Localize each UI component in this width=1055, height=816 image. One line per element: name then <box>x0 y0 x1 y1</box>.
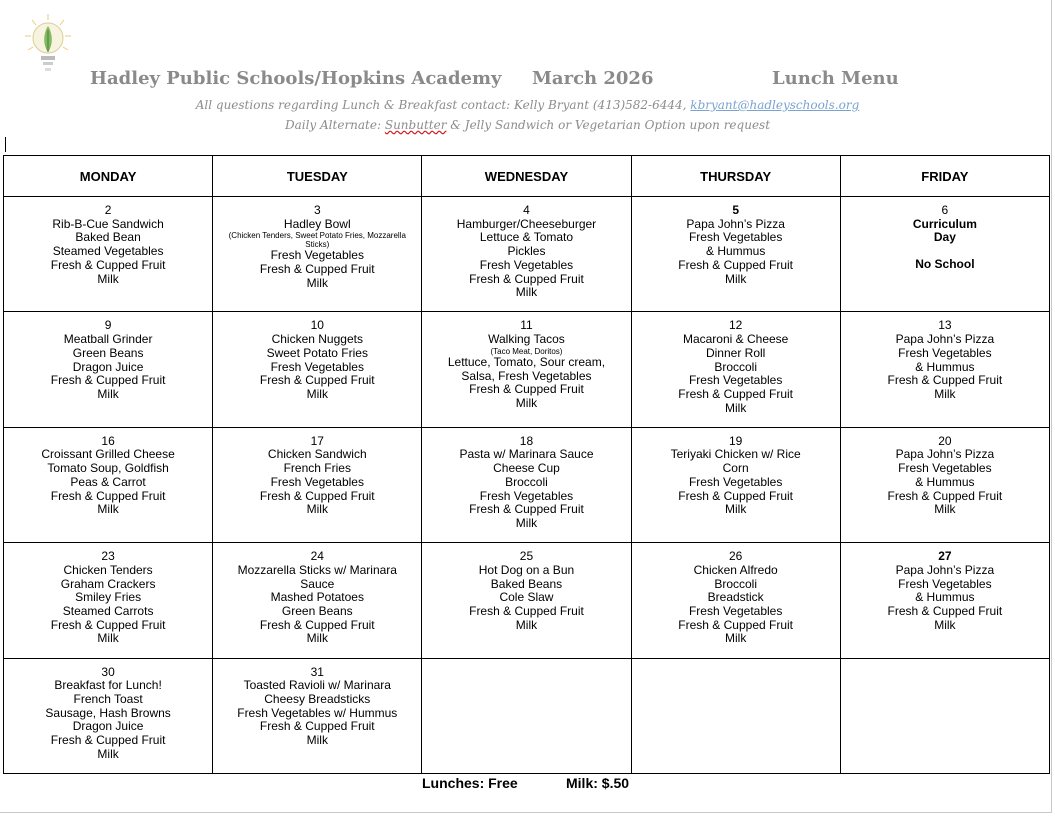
menu-item: Broccoli <box>714 576 757 591</box>
menu-item: Fresh & Cupped Fruit <box>50 733 166 748</box>
menu-item: Milk <box>515 285 538 300</box>
day-cell <box>4 312 213 427</box>
menu-item: Toasted Ravioli w/ Marinara <box>243 678 391 693</box>
day-cell <box>631 312 840 427</box>
menu-item: Mashed Potatoes <box>270 590 364 605</box>
weekday-header-row <box>4 156 1050 197</box>
menu-item: Milk <box>306 631 328 646</box>
alternate-rest: & Jelly Sandwich or Vegetarian Option upon request <box>450 118 771 132</box>
menu-item: Milk <box>934 617 956 632</box>
menu-item: Papa John’s Pizza <box>686 216 785 231</box>
day-number: 13 <box>938 318 952 333</box>
text-cursor <box>5 137 6 152</box>
menu-item: Milk <box>97 386 119 401</box>
menu-item: Tomato Soup, Goldfish <box>47 461 169 476</box>
menu-item: French Fries <box>283 461 351 476</box>
day-cell <box>213 312 422 427</box>
menu-item: Fresh Vegetables <box>270 248 364 263</box>
menu-item: Mozzarella Sticks w/ Marinara <box>237 562 397 577</box>
day-number: 18 <box>519 433 534 448</box>
day-cell <box>4 543 213 658</box>
menu-item: Lettuce, Tomato, Sour cream, <box>447 354 606 369</box>
menu-item: Fresh Vegetables <box>479 488 574 503</box>
menu-item: Fresh Vegetables <box>688 373 783 388</box>
contact-text: All questions regarding Lunch & Breakfast contact: Kelly Bryant (413)582-6444, <box>195 98 687 112</box>
menu-item: Chicken Tenders <box>63 562 153 577</box>
alternate-word: Sunbutter <box>384 118 447 132</box>
menu-month: March 2026 <box>532 68 654 89</box>
menu-item: Fresh Vegetables <box>479 257 574 272</box>
menu-item: Macaroni & Cheese <box>682 332 789 347</box>
menu-item: Fresh Vegetables <box>898 576 992 591</box>
day-number: 4 <box>523 203 530 217</box>
day-number: 6 <box>941 203 949 217</box>
day-cell <box>840 543 1049 658</box>
menu-item: Baked Bean <box>75 230 141 245</box>
menu-item: Papa John’s Pizza <box>895 332 995 347</box>
day-number: 17 <box>310 433 324 448</box>
menu-item: Fresh & Cupped Fruit <box>887 603 1003 618</box>
menu-item: Fresh & Cupped Fruit <box>50 488 166 503</box>
menu-item: Fresh & Cupped Fruit <box>259 617 375 632</box>
day-number: 3 <box>313 203 321 217</box>
menu-item: Hadley Bowl <box>283 216 351 231</box>
menu-item: Sauce <box>300 576 335 591</box>
day-number: 23 <box>101 549 115 564</box>
menu-item-note: (Taco Meat, Doritos) <box>490 346 563 356</box>
menu-item: Fresh Vegetables w/ Hummus <box>237 705 398 720</box>
day-number: 26 <box>728 549 743 564</box>
menu-item: Breakfast for Lunch! <box>54 678 162 693</box>
menu-item: & Hummus <box>915 474 975 489</box>
menu-item: Corn <box>722 461 749 476</box>
menu-item: Sausage, Hash Browns <box>45 705 171 720</box>
menu-item: Peas & Carrot <box>70 474 146 489</box>
menu-item: Milk <box>515 617 538 632</box>
menu-item: Fresh Vegetables <box>270 474 364 489</box>
day-number: 2 <box>104 203 112 217</box>
menu-item: Rib-B-Cue Sandwich <box>52 216 164 231</box>
weekday-header: WEDNESDAY <box>422 156 631 197</box>
menu-item: Teriyaki Chicken w/ Rice <box>670 447 801 462</box>
menu-item: Meatball Grinder <box>63 332 153 347</box>
menu-item: Milk <box>306 733 328 748</box>
menu-item: Milk <box>97 271 119 286</box>
day-cell <box>4 658 213 773</box>
menu-item: Dragon Juice <box>72 719 144 734</box>
menu-item: Breadstick <box>707 590 764 605</box>
menu-item: French Toast <box>73 691 143 706</box>
alternate-prefix: Daily Alternate: <box>284 118 382 132</box>
menu-item: Fresh & Cupped Fruit <box>259 719 375 734</box>
menu-item: Smiley Fries <box>75 590 142 605</box>
menu-item: Fresh & Cupped Fruit <box>469 603 584 618</box>
menu-item: Fresh & Cupped Fruit <box>259 373 375 388</box>
menu-item: Fresh Vegetables <box>270 359 364 374</box>
day-cell <box>840 312 1049 427</box>
menu-item: Green Beans <box>281 603 353 618</box>
day-cell <box>4 197 213 312</box>
day-cell <box>213 658 422 773</box>
day-number: 12 <box>728 318 743 333</box>
menu-item: Green Beans <box>72 345 144 360</box>
day-number: 16 <box>101 433 115 448</box>
menu-item: Fresh & Cupped Fruit <box>887 488 1003 503</box>
menu-item: Fresh & Cupped Fruit <box>678 488 794 503</box>
menu-item: Milk <box>97 746 119 761</box>
menu-item: Fresh & Cupped Fruit <box>50 257 166 272</box>
menu-item: Day <box>933 230 956 245</box>
lunch-calendar <box>3 155 1050 774</box>
menu-item: Fresh & Cupped Fruit <box>259 488 375 503</box>
week-row <box>4 197 1050 312</box>
menu-item: Sweet Potato Fries <box>266 345 368 360</box>
weekday-header: TUESDAY <box>213 156 422 197</box>
weekday-header: MONDAY <box>4 156 213 197</box>
alternate-line <box>0 118 1055 132</box>
menu-item: Fresh Vegetables <box>688 474 783 489</box>
day-number: 25 <box>519 549 534 564</box>
menu-item: Milk <box>97 631 119 646</box>
menu-item: Dragon Juice <box>72 359 144 374</box>
day-cell <box>631 427 840 542</box>
menu-item: & Hummus <box>915 359 975 374</box>
menu-item: Milk <box>306 275 328 290</box>
menu-item: Fresh & Cupped Fruit <box>887 373 1003 388</box>
menu-title: Lunch Menu <box>772 68 899 89</box>
menu-item: Milk <box>97 502 119 517</box>
day-number: 10 <box>310 318 324 333</box>
menu-item: Milk <box>724 502 747 517</box>
day-cell <box>422 543 631 658</box>
contact-email-link[interactable]: kbryant@hadleyschools.org <box>690 98 860 112</box>
day-number: 30 <box>101 664 115 679</box>
menu-item: Walking Tacos <box>488 332 565 347</box>
menu-item-note: (Chicken Tenders, Sweet Potato Fries, Mozzarella Sticks) <box>228 231 406 250</box>
day-cell <box>4 427 213 542</box>
menu-item: Milk <box>724 400 747 415</box>
week-row <box>4 658 1050 773</box>
week-row <box>4 427 1050 542</box>
milk-price: Milk: $.50 <box>566 775 630 791</box>
menu-item: Lettuce & Tomato <box>479 230 574 245</box>
menu-item: Fresh & Cupped Fruit <box>259 262 375 277</box>
menu-item: Pickles <box>507 244 546 259</box>
school-title: Hadley Public Schools/Hopkins Academy <box>90 68 502 89</box>
menu-item: Fresh Vegetables <box>688 603 783 618</box>
day-cell <box>631 197 840 312</box>
menu-item: Chicken Nuggets <box>271 332 363 347</box>
day-cell <box>840 427 1049 542</box>
menu-item: Fresh Vegetables <box>898 345 992 360</box>
week-row <box>4 312 1050 427</box>
day-cell <box>422 197 631 312</box>
menu-item: Fresh & Cupped Fruit <box>50 617 166 632</box>
day-cell <box>631 543 840 658</box>
menu-item: & Hummus <box>915 590 975 605</box>
menu-item: Papa John’s Pizza <box>895 447 995 462</box>
day-cell <box>213 543 422 658</box>
menu-item: Fresh & Cupped Fruit <box>469 382 584 397</box>
day-number: 5 <box>732 203 739 217</box>
menu-item: Papa John’s Pizza <box>895 562 995 577</box>
day-cell <box>213 427 422 542</box>
menu-item: Curriculum <box>912 216 977 231</box>
menu-item: No School <box>915 257 975 272</box>
day-number: 27 <box>938 549 952 564</box>
menu-item: Milk <box>515 516 538 530</box>
menu-item: Milk <box>934 502 956 517</box>
menu-item: Fresh & Cupped Fruit <box>678 257 794 272</box>
day-cell <box>631 658 840 773</box>
menu-item: Milk <box>724 271 747 286</box>
menu-item: Cheese Cup <box>493 461 560 476</box>
day-number: 24 <box>310 549 324 564</box>
day-number: 19 <box>728 433 743 448</box>
menu-item: Broccoli <box>714 359 757 374</box>
contact-line <box>0 98 1055 112</box>
lunch-price: Lunches: Free <box>422 775 518 791</box>
menu-item: Chicken Sandwich <box>267 447 367 462</box>
menu-item: Cole Slaw <box>499 590 554 605</box>
menu-item: Chicken Alfredo <box>693 562 778 577</box>
day-number: 9 <box>104 318 112 333</box>
menu-item: Fresh Vegetables <box>688 230 783 245</box>
day-cell <box>422 427 631 542</box>
menu-item: Hamburger/Cheeseburger <box>456 216 597 231</box>
weekday-header: THURSDAY <box>631 156 840 197</box>
week-row <box>4 543 1050 658</box>
menu-item: Steamed Carrots <box>62 603 154 618</box>
day-cell <box>213 197 422 312</box>
day-cell <box>840 197 1049 312</box>
menu-item: Graham Crackers <box>60 576 156 591</box>
menu-item: Broccoli <box>505 474 548 489</box>
menu-item: Fresh & Cupped Fruit <box>469 271 584 286</box>
menu-item: Fresh & Cupped Fruit <box>469 502 584 517</box>
menu-item: Hot Dog on a Bun <box>478 562 575 577</box>
weekday-header: FRIDAY <box>840 156 1049 197</box>
menu-item: Fresh & Cupped Fruit <box>678 617 794 632</box>
menu-item: Milk <box>515 395 538 410</box>
day-cell <box>422 312 631 427</box>
menu-item: Baked Beans <box>490 576 563 591</box>
day-number: 31 <box>310 664 324 679</box>
menu-item: Cheesy Breadsticks <box>264 691 371 706</box>
menu-item: Croissant Grilled Cheese <box>41 447 175 462</box>
menu-item: Pasta w/ Marinara Sauce <box>459 447 594 462</box>
menu-item: Salsa, Fresh Vegetables <box>461 368 592 383</box>
menu-item: Fresh & Cupped Fruit <box>678 386 794 401</box>
menu-item: Milk <box>306 502 328 517</box>
menu-item: & Hummus <box>705 244 766 259</box>
day-number: 20 <box>938 433 952 448</box>
day-number: 11 <box>520 318 533 333</box>
school-logo-icon <box>22 12 74 76</box>
menu-item: Fresh Vegetables <box>898 461 992 476</box>
menu-item: Dinner Roll <box>705 345 766 360</box>
menu-item: Milk <box>724 631 747 646</box>
menu-item: Steamed Vegetables <box>52 244 164 259</box>
menu-item: Milk <box>306 386 328 401</box>
day-cell <box>422 658 631 773</box>
menu-item: Fresh & Cupped Fruit <box>50 373 166 388</box>
menu-item: Milk <box>934 386 956 401</box>
day-cell <box>840 658 1049 773</box>
